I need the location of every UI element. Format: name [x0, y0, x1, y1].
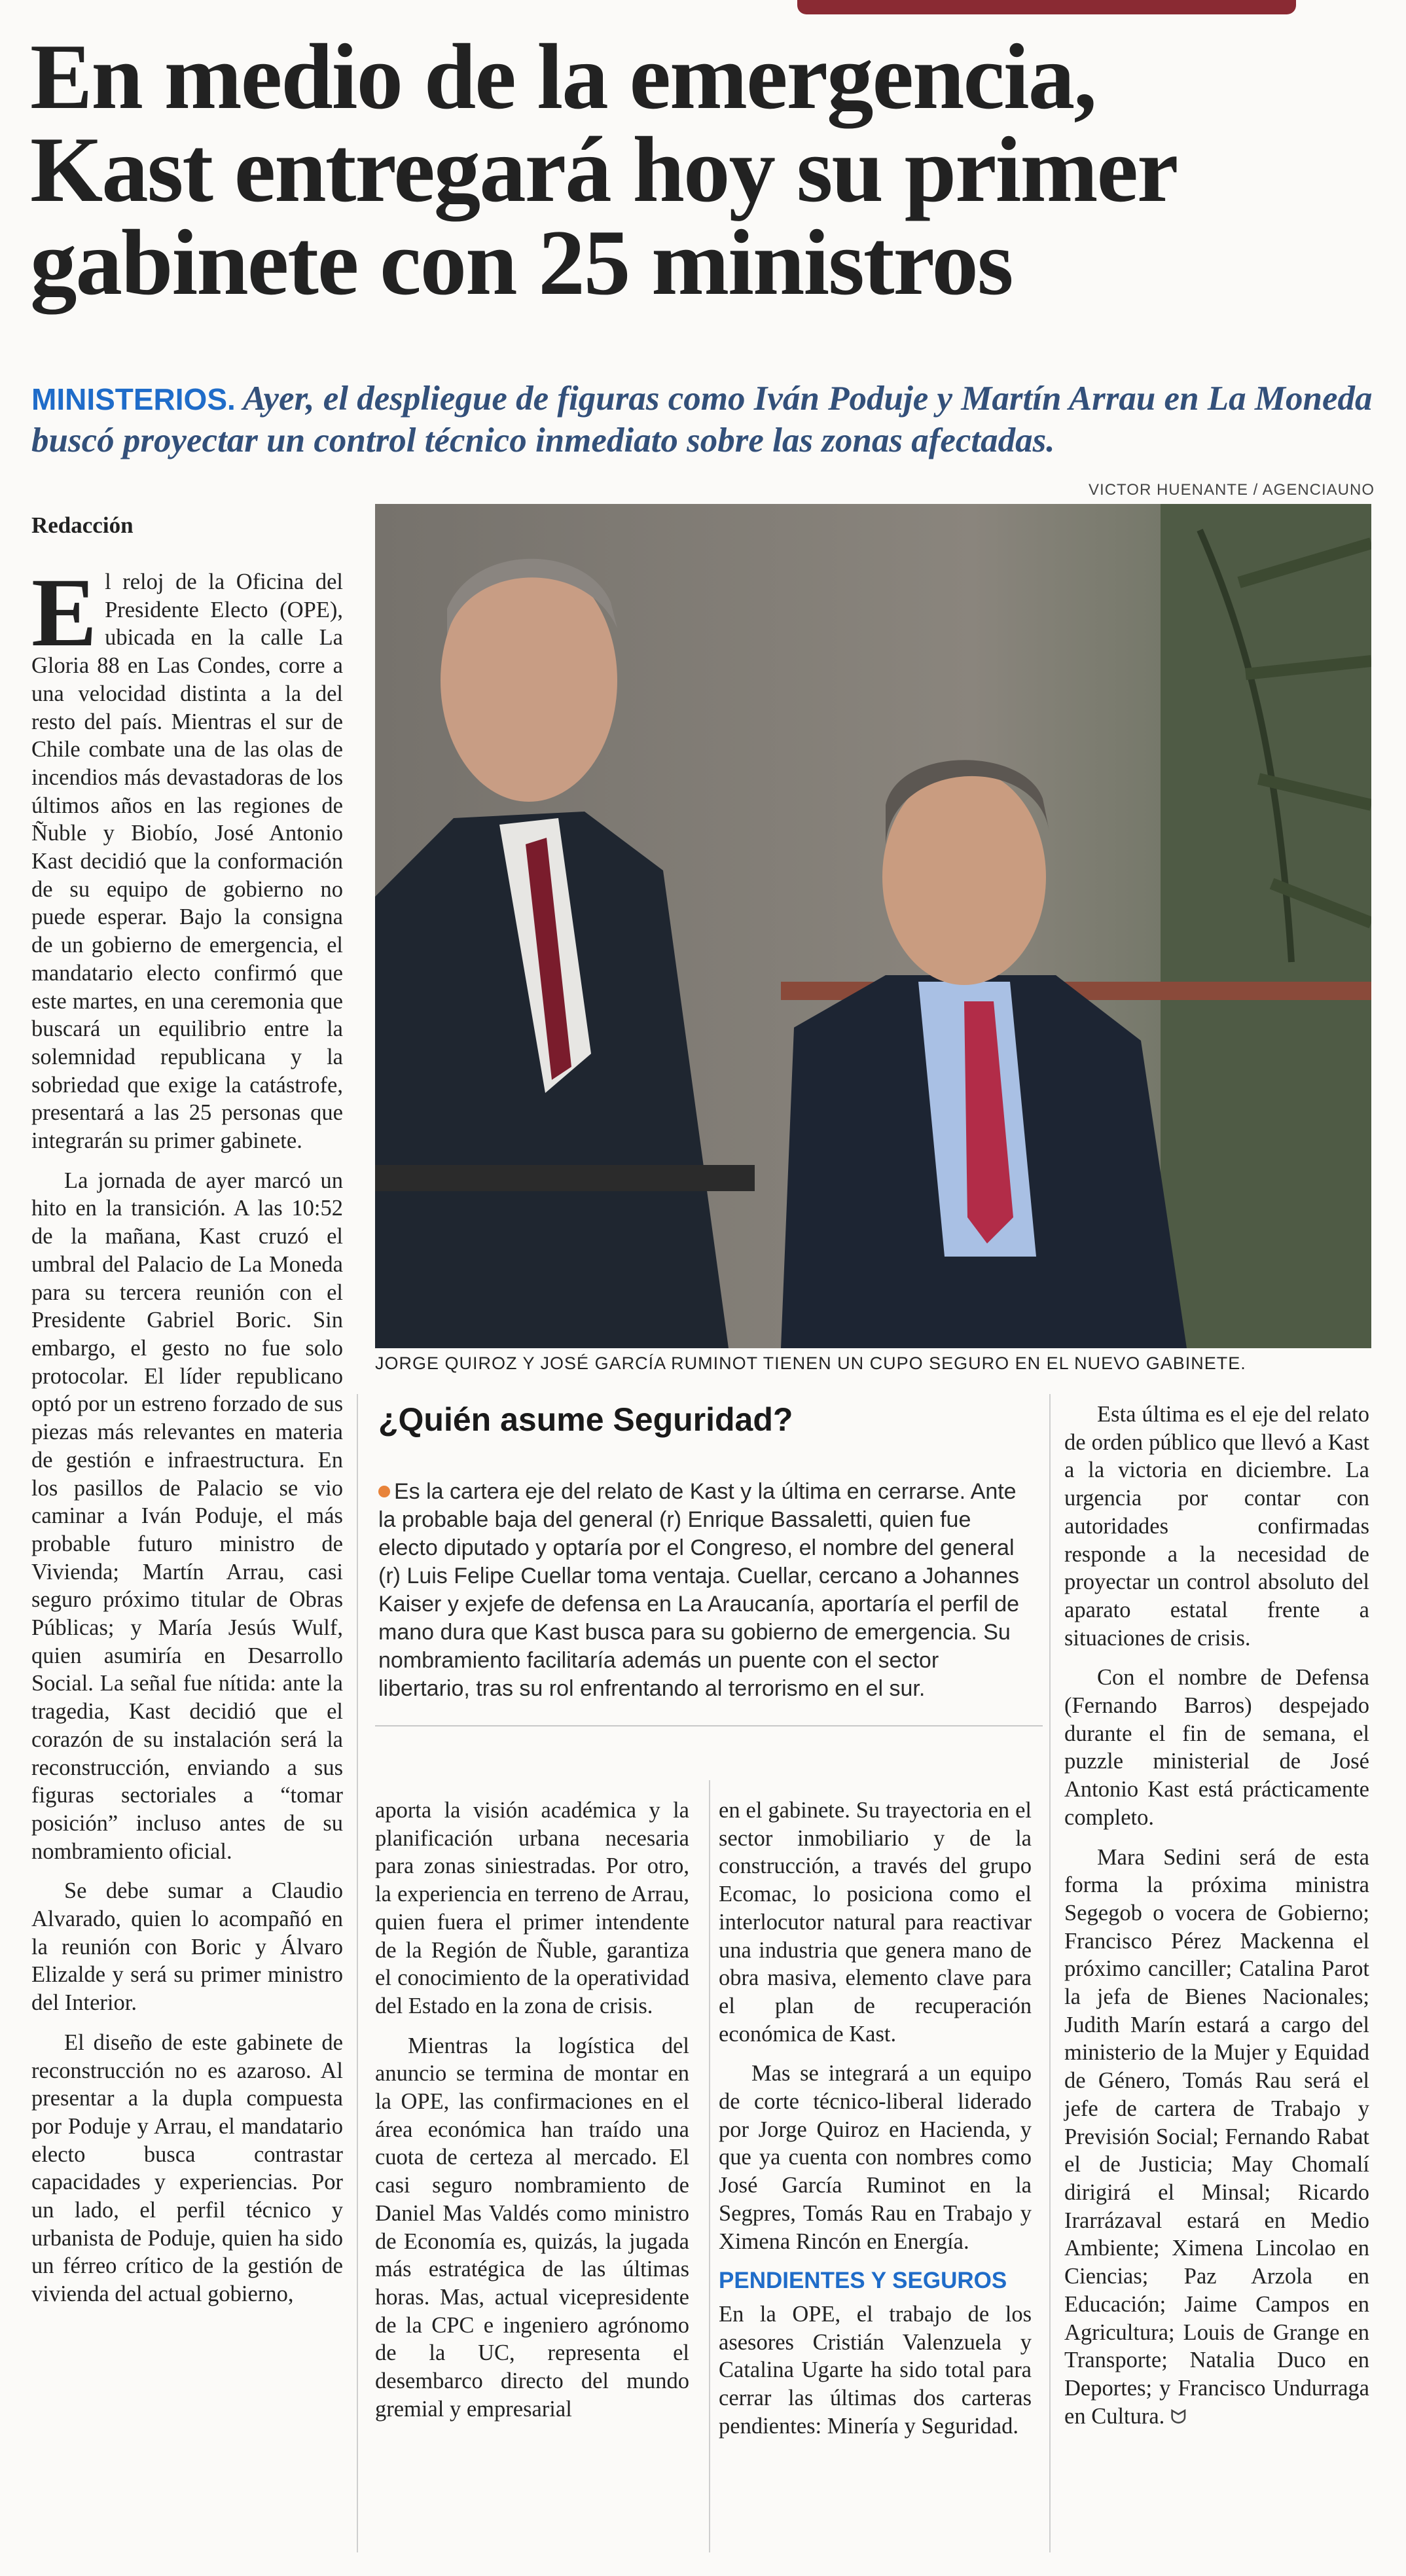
byline: Redacción	[31, 512, 134, 538]
headline	[30, 25, 1385, 314]
paragraph: aporta la visión académica y la planificación urbana necesaria para zonas siniestradas. Por otro, la experiencia en terreno de Arrau, quien fuera el primer intendente de la Región de Ñuble, garantiza el conocimiento de la operatividad del Estado en la zona de crisis.	[375, 1798, 689, 2018]
end-mark-icon: ᗢ	[1170, 2406, 1187, 2428]
paragraph: Mas se integrará a un equipo de corte técnico-liberal liderado por Jorge Quiroz en Hacienda, y que ya cuenta con nombres como José García Ruminot en la Segpres, Tomás Rau en Trabajo y Ximena Rincón en Energía.	[719, 2061, 1032, 2254]
paragraph: Mientras la logística del anuncio se termina de montar en la OPE, las confirmaciones en el área económica han traído una cuota de certeza al mercado. El casi seguro nombramiento de Daniel Mas Valdés como ministro de Economía es, quizás, la jugada más estratégica de las últimas horas. Mas, actual vicepresidente de la CPC e ingeniero agrónomo de la UC, representa el desembarco directo del mundo gremial y empresarial	[375, 2033, 689, 2422]
paragraph: Esta última es el eje del relato de orden público que llevó a Kast a la victoria en diciembre. La urgencia por contar con autoridades confirmadas responde a la necesidad de proyectar un control absoluto del aparato estatal frente a situaciones de crisis.	[1064, 1402, 1369, 1651]
paragraph: Mara Sedini será de esta forma la próxima ministra Segegob o vocera de Gobierno; Francisco Pérez Mackenna el próximo canciller; Catalina Parot la jefa de Bienes Nacionales; Judith Marín estará a cargo del ministerio de la Mujer y Equidad de Género, Tomás Rau será el jefe de cartera de Trabajo y Previsión Social; Fernando Rabat el de Justicia; May Chomalí dirigirá el Minsal; Ricardo Irarrázaval estará en Medio Ambiente; Ximena Lincolao en Ciencias; Paz Arzola en Educación; Jaime Campos en Agricultura; Louis de Grange en Transporte; Natalia Duco en Deportes; y Francisco Undurraga en Cultura. ᗢ	[1064, 1844, 1369, 2429]
paragraph: Se debe sumar a Claudio Alvarado, quien lo acompañó en la reunión con Boric y Álvaro Elizalde y será su primer ministro del Interior.	[31, 1878, 343, 2016]
sidebar-box-title: ¿Quién asume Seguridad?	[378, 1401, 793, 1438]
headline-line-2: Kast entregará hoy su primer	[30, 118, 1178, 221]
paragraph: El reloj de la Oficina del Presidente Electo (OPE), ubicada en la calle La Gloria 88 en Las Condes, corre a una velocidad distinta a la del resto del país. Mientras el sur de Chile combate una de las olas de incendios más devastadoras de los últimos años en las regiones de Ñuble y Biobío, José Antonio Kast decidió que la conformación de su equipo de gobierno no puede esperar. Bajo la consigna de un gobierno de emergencia, el mandatario electo confirmó que este martes, en una ceremonia que buscará un equilibrio entre la solemnidad republicana y la sobriedad que exige la catástrofe, presentará a las 25 personas que integrarán su primer gabinete.	[31, 558, 343, 1154]
paragraph: Con el nombre de Defensa (Fernando Barros) despejado durante el fin de semana, el puzzle ministerial de José Antonio Kast está prácticamente completo.	[1064, 1665, 1369, 1830]
section-subhead: PENDIENTES Y SEGUROS	[719, 2268, 1007, 2294]
headline-line-3: gabinete con 25 ministros	[30, 211, 1013, 314]
article-column-2	[375, 1797, 689, 2435]
photo-illustration	[375, 504, 1371, 1348]
deck-kicker: MINISTERIOS.	[31, 382, 236, 416]
photo-caption: JORGE QUIROZ Y JOSÉ GARCÍA RUMINOT TIENEN UN CUPO SEGURO EN EL NUEVO GABINETE.	[375, 1353, 1246, 1373]
sidebar-box-text: Es la cartera eje del relato de Kast y la última en cerrarse. Ante la probable baja del general (r) Enrique Bassaletti, quien fue electo diputado y optaría por el Congreso, el nombre del general (r) Luis Felipe Cuellar toma ventaja. Cuellar, cercano a Johannes Kaiser y exjefe de defensa en La Araucanía, aportaría el perfil de mano dura que Kast busca para su gobierno de emergencia. Su nombramiento facilitaría además un puente con el sector libertario, tras su rol enfrentando al terrorismo en el sur.	[378, 1479, 1020, 1701]
paragraph: El diseño de este gabinete de reconstrucción no es azaroso. Al presentar a la dupla compuesta por Poduje y Arrau, el mandatario electo busca contrastar capacidades y experiencias. Por un lado, el perfil técnico y urbanista de Poduje, quien ha sido un férreo crítico de la gestión de vivienda del actual gobierno,	[31, 2030, 343, 2307]
headline-line-1: En medio de la emergencia,	[30, 25, 1096, 128]
bullet-dot-icon	[378, 1486, 390, 1497]
box-bottom-rule	[375, 1725, 1043, 1726]
top-color-bar	[797, 0, 1296, 14]
dropcap: E	[31, 558, 98, 667]
photo-credit: VICTOR HUENANTE / AGENCIAUNO	[1089, 481, 1375, 499]
paragraph: En la OPE, el trabajo de los asesores Cristián Valenzuela y Catalina Ugarte ha sido total para cerrar las últimas dos carteras pendientes: Minería y Seguridad.	[719, 2301, 1032, 2439]
column-divider	[709, 1780, 710, 2552]
paragraph: La jornada de ayer marcó un hito en la transición. A las 10:52 de la mañana, Kast cruzó el umbral del Palacio de La Moneda para su tercera reunión con el Presidente Gabriel Boric. Sin embargo, el gesto no fue solo protocolar. El líder republicano optó por un estreno forzado de sus piezas más relevantes en materia de gestión e infraestructura. En los pasillos de Palacio se vio caminar a Iván Poduje, el más probable futuro ministro de Vivienda; Martín Arrau, casi seguro próximo titular de Obras Públicas; y María Jesús Wulf, quien asumiría en Desarrollo Social. La señal fue nítida: ante la tragedia, Kast decidió que el corazón de su instalación será la reconstrucción, enviando a sus figuras sectoriales a “tomar posición” incluso antes de su nombramiento oficial.	[31, 1168, 343, 1864]
article-photo	[375, 504, 1371, 1348]
article-column-1	[31, 558, 343, 2320]
article-column-4	[1064, 1401, 1369, 2443]
article-column-3	[719, 1797, 1032, 2452]
deck-text: Ayer, el despliegue de figuras como Iván Poduje y Martín Arrau en La Moneda buscó proyectar un control técnico inmediato sobre las zonas afectadas.	[31, 380, 1373, 459]
column-divider	[1049, 1394, 1051, 2552]
deck	[31, 378, 1380, 461]
column-divider	[357, 1394, 358, 2552]
paragraph: en el gabinete. Su trayectoria en el sector inmobiliario y de la construcción, a través del grupo Ecomac, lo posiciona como el interlocutor natural para reactivar una industria que genera mano de obra masiva, elemento clave para el plan de recuperación económica de Kast.	[719, 1798, 1032, 2047]
